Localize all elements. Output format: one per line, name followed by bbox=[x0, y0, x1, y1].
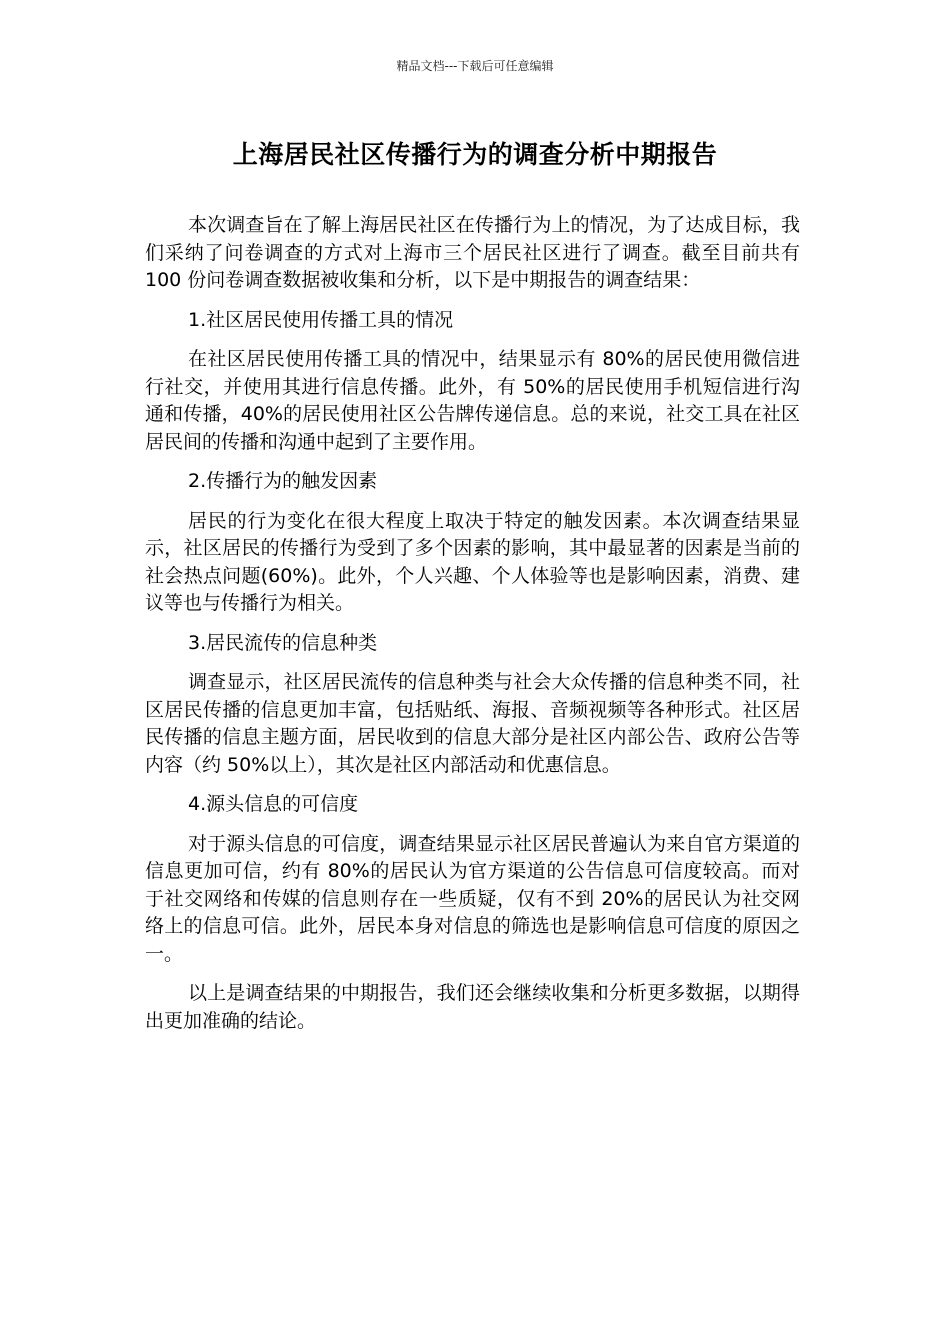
section-body-3: 调查显示，社区居民流传的信息种类与社会大众传播的信息种类不同，社区居民传播的信息更加丰富，包括贴纸、海报、音频视频等各种形式。社区居民传播的信息主题方面，居民收到的信息大部分是社区内部公告、政府公告等内容（约 50%以上），其次是社区内部活动和优惠信息。 bbox=[145, 671, 800, 776]
page-title: 上海居民社区传播行为的调查分析中期报告 bbox=[232, 140, 718, 169]
section-body-4: 对于源头信息的可信度，调查结果显示社区居民普遍认为来自官方渠道的信息更加可信，约有 80%的居民认为官方渠道的公告信息可信度较高。而对于社交网络和传媒的信息则存在一些质疑，仅有不到 20%的居民认为社交网络上的信息可信。此外，居民本身对信息的筛选也是影响信息可信度的原因之一。 bbox=[145, 832, 800, 965]
header-note: 精品文档---下载后可任意编辑 bbox=[396, 59, 554, 73]
conclusion-paragraph: 以上是调查结果的中期报告，我们还会继续收集和分析更多数据，以期得出更加准确的结论。 bbox=[145, 982, 800, 1032]
section-body-2: 居民的行为变化在很大程度上取决于特定的触发因素。本次调查结果显示，社区居民的传播行为受到了多个因素的影响，其中最显著的因素是当前的社会热点问题(60%)。此外，个人兴趣、个人体验等也是影响因素，消费、建议等也与传播行为相关。 bbox=[145, 509, 800, 614]
document-body bbox=[145, 212, 800, 1047]
intro-paragraph: 本次调查旨在了解上海居民社区在传播行为上的情况，为了达成目标，我们采纳了问卷调查的方式对上海市三个居民社区进行了调查。截至目前共有 100 份问卷调查数据被收集和分析，以下是中期报告的调查结果： bbox=[145, 214, 800, 291]
section-heading-4: 4.源头信息的可信度 bbox=[188, 793, 359, 815]
section-heading-3: 3.居民流传的信息种类 bbox=[188, 631, 378, 654]
section-heading-2: 2.传播行为的触发因素 bbox=[188, 470, 378, 492]
section-heading-1: 1.社区居民使用传播工具的情况 bbox=[188, 308, 454, 331]
section-body-1: 在社区居民使用传播工具的情况中，结果显示有 80%的居民使用微信进行社交，并使用其进行信息传播。此外，有 50%的居民使用手机短信进行沟通和传播，40%的居民使用社区公告牌传递信息。总的来说，社交工具在社区居民间的传播和沟通中起到了主要作用。 bbox=[145, 348, 800, 453]
